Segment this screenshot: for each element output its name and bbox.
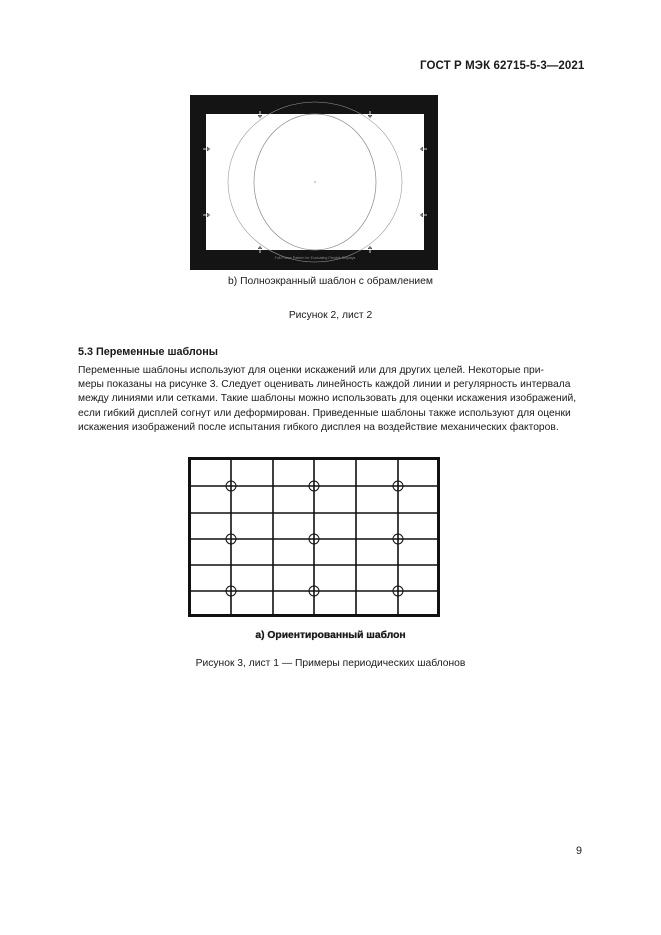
figure-2-full-frame-pattern: [190, 95, 438, 270]
body-line-1: Переменные шаблоны используют для оценки искажений или для других целей. Некоторые при-: [78, 365, 544, 376]
page-number: 9: [576, 845, 583, 857]
figure-3-oriented-pattern: [188, 457, 440, 617]
figure-2-title: Рисунок 2, лист 2: [288, 310, 373, 321]
document-header: ГОСТ Р МЭК 62715-5-3—2021: [420, 60, 585, 72]
section-body: [78, 364, 584, 435]
body-line-2: меры показаны на рисунке 3. Следует оценивать линейность каждой линии и регулярность интервала: [78, 379, 571, 391]
figure-3-caption: а) Ориентированный шаблон: [255, 630, 406, 641]
body-line-5: искажения изображений после испытания гибкого дисплея на воздействие механических факторов.: [78, 421, 559, 433]
pattern-footer-text: Full Frame Pattern for Evaluating Flexible Displays: [274, 256, 356, 260]
figure-3-title: Рисунок 3, лист 1 — Примеры периодических шаблонов: [195, 658, 466, 669]
center-dot: [314, 181, 316, 183]
body-line-3: между линиями или сетками. Такие шаблоны можно использовать для оценки искажения изображений,: [78, 393, 577, 405]
body-line-4: если гибкий дисплей согнут или деформирован. Приведенные шаблоны также используют для оценки: [78, 407, 571, 419]
figure-2-caption: b) Полноэкранный шаблон с обрамлением: [228, 276, 433, 287]
section-heading: 5.3 Переменные шаблоны: [78, 346, 218, 358]
oriented-grid-graphic: [188, 457, 440, 617]
full-frame-pattern-graphic: [190, 95, 438, 270]
